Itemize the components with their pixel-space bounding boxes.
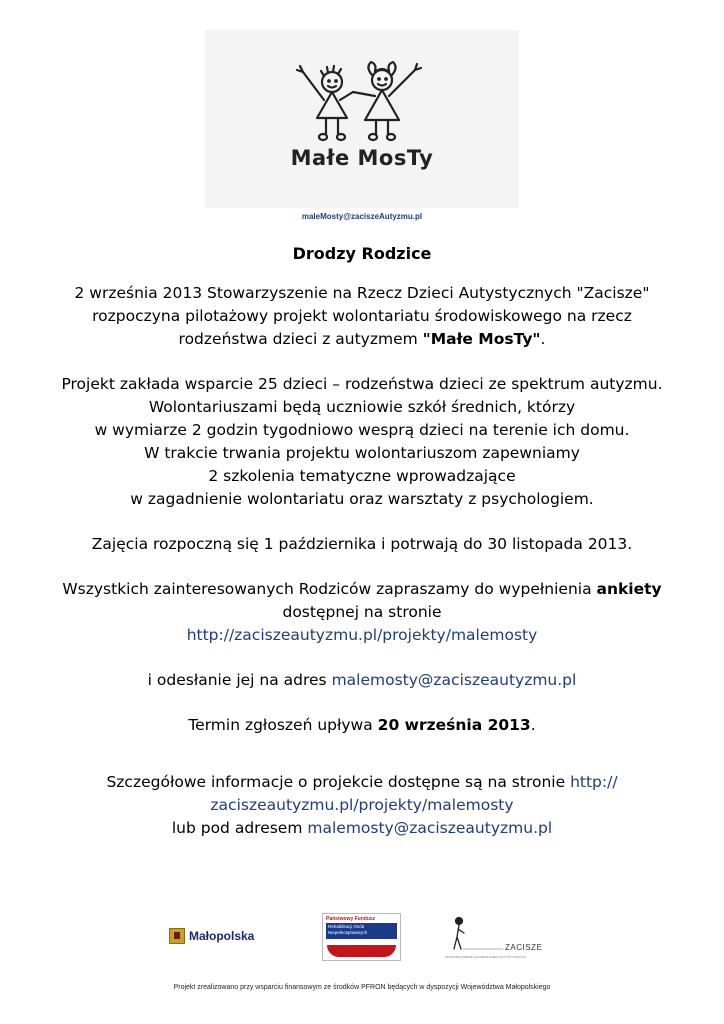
- intro-line-3-text: rodzeństwa dzieci z autyzmem: [178, 330, 423, 348]
- details-link-start[interactable]: http://: [570, 773, 618, 791]
- project-line-1: Projekt zakłada wsparcie 25 dzieci – rodzeństwa dzieci ze spektrum autyzmu.: [61, 375, 663, 393]
- child-figure-icon: [445, 915, 505, 955]
- send-line: [40, 669, 684, 692]
- deadline-text: Termin zgłoszeń upływa: [188, 716, 378, 734]
- funding-footer: Projekt zrealizowano przy wsparciu finansowym ze środków PFRON będących w dyspozycji Województwa Małopolskiego: [173, 984, 551, 991]
- deadline-line: [40, 714, 684, 737]
- pfron-arc-icon: [327, 945, 396, 957]
- malopolska-label: Małopolska: [189, 929, 255, 943]
- invite-line-1: [40, 578, 684, 601]
- details-link-end[interactable]: zaciszeautyzmu.pl/projekty/malemosty: [210, 796, 514, 814]
- invite-text: Wszystkich zainteresowanych Rodziców zapraszamy do wypełnienia: [62, 580, 597, 598]
- project-name: "Małe MosTy": [422, 330, 541, 348]
- intro-line-2: rozpoczyna pilotażowy projekt wolontariatu środowiskowego na rzecz: [92, 307, 632, 325]
- male-mosty-logo: [205, 30, 519, 208]
- logo-email: maleMosty@zaciszeAutyzmu.pl: [301, 212, 423, 221]
- intro-line-3: [40, 328, 684, 351]
- deadline-date: 20 września 2013: [377, 716, 531, 734]
- project-line-4: W trakcie trwania projektu wolontariuszom zapewniamy: [144, 444, 580, 462]
- pfron-logo: [322, 913, 401, 961]
- zacisze-subtitle: STOWARZYSZENIE NA RZECZ DZIECI AUTYSTYCZNYCH: [445, 955, 527, 959]
- dates-line: Zajęcia rozpoczną się 1 października i potrwają do 30 listopada 2013.: [91, 535, 633, 553]
- malopolska-emblem-icon: [169, 928, 185, 944]
- details-text: Szczegółowe informacje o projekcie dostępne są na stronie: [106, 773, 571, 791]
- project-line-3: w wymiarze 2 godzin tygodniowo wesprą dzieci na terenie ich domu.: [94, 421, 630, 439]
- send-email-link[interactable]: malemosty@zaciszeautyzmu.pl: [331, 671, 577, 689]
- malopolska-logo: [169, 928, 254, 944]
- details-email-link[interactable]: malemosty@zaciszeautyzmu.pl: [307, 819, 553, 837]
- two-children-drawing-icon: [205, 30, 519, 208]
- zacisze-logo: [445, 915, 565, 960]
- details-line-1: [40, 771, 684, 794]
- details-line-3: [40, 817, 684, 840]
- letter-body: [40, 242, 684, 840]
- project-line-6: w zagadnienie wolontariatu oraz warsztaty z psychologiem.: [130, 490, 594, 508]
- project-line-2: Wolontariuszami będą uczniowie szkół średnich, którzy: [148, 398, 576, 416]
- invite-line-2: dostępnej na stronie: [282, 603, 442, 621]
- zacisze-label: ZACISZE: [505, 943, 543, 952]
- project-line-5: 2 szkolenia tematyczne wprowadzające: [208, 467, 516, 485]
- send-text: i odesłanie jej na adres: [147, 671, 332, 689]
- pfron-blue-text: Rehabilitacji Osób Niepełnosprawnych: [326, 923, 397, 939]
- intro-line-3-end: .: [540, 330, 546, 348]
- logo-text: Małe MosTy: [290, 146, 434, 170]
- pfron-top-text: Państwowy Fundusz: [326, 916, 376, 922]
- letter-heading: Drodzy Rodzice: [292, 244, 432, 263]
- survey-word: ankiety: [596, 580, 662, 598]
- intro-line-1: 2 września 2013 Stowarzyszenie na Rzecz Dzieci Autystycznych "Zacisze": [74, 284, 650, 302]
- deadline-end: .: [530, 716, 536, 734]
- details-address-text: lub pod adresem: [171, 819, 308, 837]
- survey-link[interactable]: http://zaciszeautyzmu.pl/projekty/malemosty: [186, 626, 538, 644]
- sponsor-logos: [155, 910, 565, 965]
